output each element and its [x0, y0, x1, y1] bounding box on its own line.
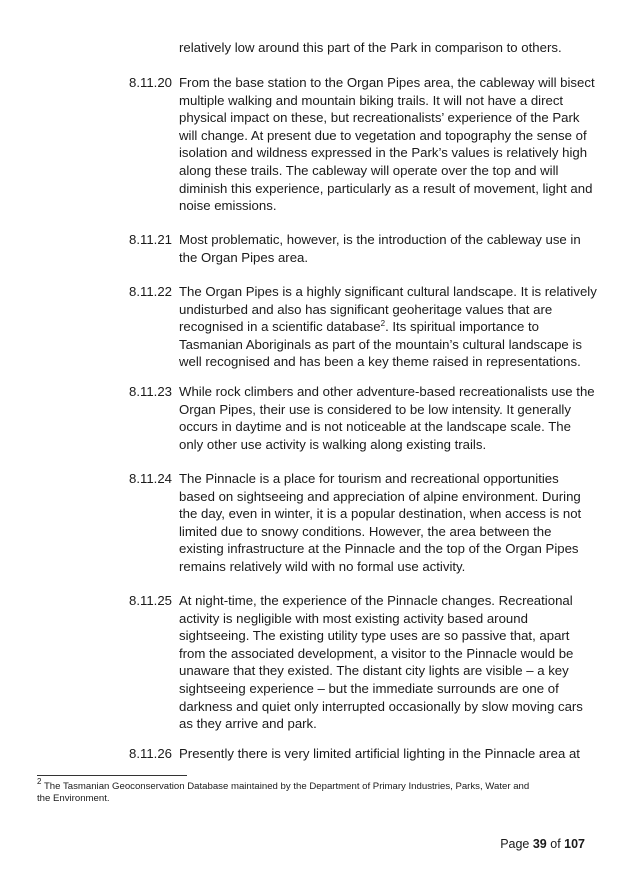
text-line: the day, even in winter, it is a popular destination, when access is not — [179, 506, 582, 522]
text-line: Most problematic, however, is the introduction of the cableway use in — [179, 232, 581, 247]
footnote-marker: 2 — [37, 777, 42, 786]
text-line: physical impact on these, but recreationalists’ experience of the Park — [179, 110, 580, 126]
text-line: darkness and quiet only interrupted occasionally by slow moving cars — [179, 698, 583, 714]
total-pages: 107 — [564, 837, 585, 851]
text-line: noise emissions. — [179, 198, 277, 214]
text-fragment: recognised in a scientific database — [179, 319, 381, 335]
text-line: The Organ Pipes is a highly significant cultural landscape. It is relatively — [179, 284, 597, 299]
current-page: 39 — [532, 837, 547, 851]
text-line — [179, 318, 589, 336]
text-line: activity is negligible with most existing activity based around — [179, 610, 528, 626]
text-line: relatively low around this part of the Park in comparison to others. — [179, 40, 562, 55]
paragraph-number: 8.11.22 — [129, 284, 173, 299]
page-prefix: Page — [500, 837, 533, 851]
text-line: At night-time, the experience of the Pinnacle changes. Recreational — [179, 593, 573, 608]
text-line: unaware that they existed. The distant city lights are visible – a key — [179, 663, 569, 679]
text-line: From the base station to the Organ Pipes area, the cableway will bisect — [179, 75, 595, 90]
paragraph-number: 8.11.23 — [129, 384, 173, 399]
paragraph-text — [179, 745, 589, 763]
paragraph-text — [179, 283, 597, 371]
paragraph-number: 8.11.21 — [129, 232, 173, 247]
text-line: multiple walking and mountain biking trails. It will not have a direct — [179, 92, 564, 108]
page-separator: of — [546, 837, 565, 851]
footnote-reference: 2 — [380, 319, 386, 329]
text-line: only other use activity is walking along existing trails. — [179, 436, 487, 452]
paragraph-text — [179, 74, 595, 215]
paragraph-number: 8.11.20 — [129, 75, 173, 90]
text-line: existing infrastructure at the Pinnacle and the top of the Organ Pipes — [179, 541, 579, 557]
text-line: the Organ Pipes area. — [179, 249, 309, 265]
text-line: remains relatively wild with no formal use activity. — [179, 558, 466, 574]
text-line: Organ Pipes, their use is considered to be low intensity. It generally — [179, 401, 571, 417]
footnote-divider — [37, 775, 187, 776]
text-line: based on sightseeing and appreciation of alpine environment. During — [179, 488, 581, 504]
footnote-line: the Environment. — [37, 793, 110, 805]
paragraph-text — [179, 470, 589, 576]
footnote-line — [37, 777, 587, 793]
page-number — [500, 837, 585, 851]
text-line: limited due to snowy conditions. However, the area between the — [179, 523, 552, 539]
paragraph-text — [179, 231, 589, 266]
paragraph-number: 8.11.24 — [129, 471, 173, 486]
text-line: While rock climbers and other adventure-based recreationalists use the — [179, 384, 595, 399]
text-line: from the associated development, a visitor to the Pinnacle would be — [179, 645, 574, 661]
paragraph-text — [179, 383, 595, 453]
text-line: diminish this experience, particularly as a result of movement, light and — [179, 180, 593, 196]
paragraph-number: 8.11.25 — [129, 593, 173, 608]
paragraph-text — [179, 592, 589, 733]
text-line: will change. At present due to vegetation and topography the sense of — [179, 127, 587, 143]
text-line: well recognised and has been a key theme raised in representations. — [179, 354, 581, 370]
text-line: Presently there is very limited artificial lighting in the Pinnacle area at — [179, 746, 580, 761]
paragraph-number: 8.11.26 — [129, 746, 173, 761]
text-fragment: . Its spiritual importance to — [385, 319, 539, 335]
text-line: sightseeing. The existing utility type uses are so passive that, apart — [179, 628, 570, 644]
continuation-text — [179, 39, 589, 57]
text-line: isolation and wildness expressed in the Park’s values is relatively high — [179, 145, 588, 161]
text-line: Tasmanian Aboriginals as part of the mountain’s cultural landscape is — [179, 336, 582, 352]
text-line: sightseeing experience – but the immediate surrounds are one of — [179, 680, 559, 696]
text-line: as they arrive and park. — [179, 716, 317, 732]
text-line: occurs in daytime and is not noticeable at the landscape scale. The — [179, 419, 571, 435]
footnote — [37, 777, 587, 806]
text-line: undisturbed and also has significant geoheritage values that are — [179, 301, 553, 317]
text-line: along these trails. The cableway will operate over the top and will — [179, 162, 559, 178]
footnote-text: The Tasmanian Geoconservation Database maintained by the Department of Primary Industries, Parks, Water and — [41, 781, 530, 792]
text-line: The Pinnacle is a place for tourism and recreational opportunities — [179, 471, 559, 486]
